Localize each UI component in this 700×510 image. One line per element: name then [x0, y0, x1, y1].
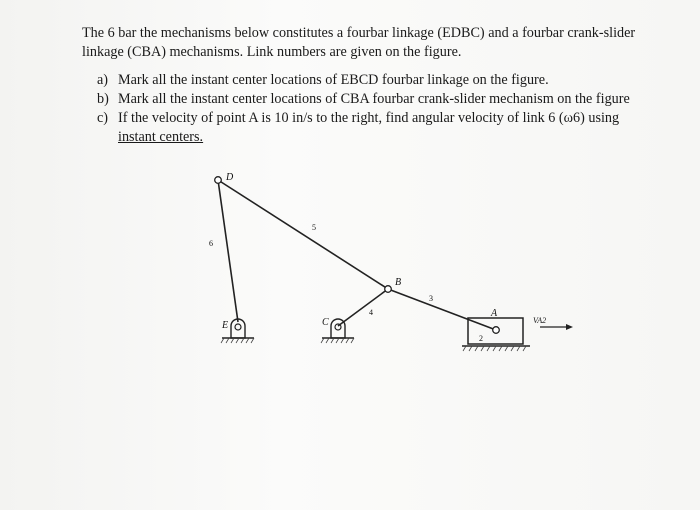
question-letter: c) — [97, 110, 109, 126]
label-c: C — [322, 317, 329, 328]
question-letter: a) — [97, 72, 109, 88]
question-text: Mark all the instant center locations of CBA fourbar crank-slider mechanism on the figure — [118, 91, 630, 107]
label-link-5: 5 — [312, 223, 316, 232]
intro-line-2: linkage (CBA) mechanisms. Link numbers are given on the figure. — [82, 44, 462, 60]
intro-line-1: The 6 bar the mechanisms below constitutes a fourbar linkage (EDBC) and a fourbar crank-slider — [82, 25, 636, 41]
question-letter: b) — [97, 91, 109, 107]
question-text: Mark all the instant center locations of EBCD fourbar linkage on the figure. — [118, 72, 549, 88]
link-3 — [388, 289, 496, 330]
label-a: A — [491, 308, 498, 319]
joint-b — [385, 286, 392, 293]
label-link-3: 3 — [429, 294, 433, 303]
label-b: B — [395, 277, 402, 288]
label-link-4: 4 — [369, 308, 373, 317]
link-4 — [338, 289, 388, 326]
joint-a — [493, 327, 500, 334]
link-5 — [218, 180, 388, 289]
question-text-part1: If the velocity of point A is 10 in/s to the right, find angular velocity of link 6 (ω6) using — [118, 110, 620, 126]
label-e: E — [222, 320, 229, 331]
question-text-part2: instant centers. — [118, 129, 204, 145]
link-6 — [218, 180, 238, 322]
label-d: D — [226, 172, 234, 183]
label-velocity: VA2 — [533, 316, 547, 325]
joint-d — [215, 177, 222, 184]
label-link-2: 2 — [479, 334, 483, 343]
slider-block — [462, 318, 530, 351]
label-link-6: 6 — [209, 239, 213, 248]
